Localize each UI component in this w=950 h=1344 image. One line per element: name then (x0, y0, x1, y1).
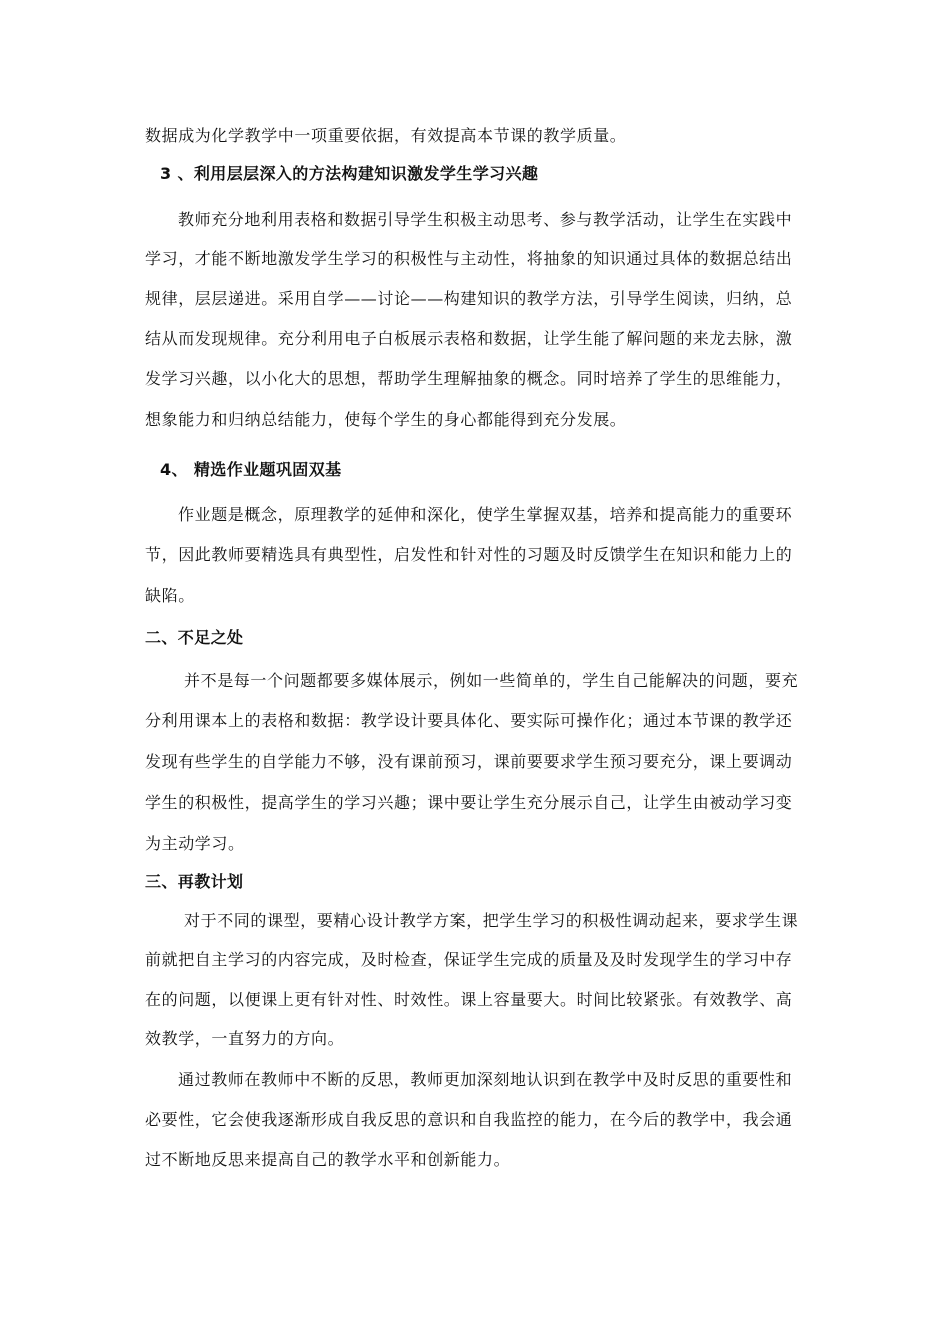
paragraph-line: 规律，层层递进。采用自学——讨论——构建知识的教学方法，引导学生阅读，归纳，总 (145, 289, 793, 308)
section-heading-shortcomings: 二、不足之处 (145, 628, 244, 647)
paragraph-line: 通过教师在教师中不断的反思，教师更加深刻地认识到在教学中及时反思的重要性和 (178, 1070, 793, 1089)
section-heading-3: 3 、利用层层深入的方法构建知识激发学生学习兴趣 (160, 164, 539, 183)
paragraph-line: 过不断地反思来提高自己的教学水平和创新能力。 (145, 1150, 511, 1169)
paragraph-line: 前就把自主学习的内容完成，及时检查，保证学生完成的质量及及时发现学生的学习中存 (145, 950, 793, 969)
paragraph-line: 缺陷。 (145, 586, 195, 605)
paragraph-line: 数据成为化学教学中一项重要依据，有效提高本节课的教学质量。 (145, 126, 627, 145)
paragraph-line: 发现有些学生的自学能力不够，没有课前预习，课前要要求学生预习要充分，课上要调动 (145, 752, 793, 771)
paragraph-line: 结从而发现规律。充分利用电子白板展示表格和数据，让学生能了解问题的来龙去脉，激 (145, 329, 793, 348)
paragraph-line: 效教学，一直努力的方向。 (145, 1029, 345, 1048)
paragraph-line: 必要性，它会使我逐渐形成自我反思的意识和自我监控的能力，在今后的教学中，我会通 (145, 1110, 793, 1129)
paragraph-line: 在的问题，以便课上更有针对性、时效性。课上容量要大。时间比较紧张。有效教学、高 (145, 990, 793, 1009)
section-heading-4: 4、 精选作业题巩固双基 (160, 460, 342, 479)
paragraph-line: 学生的积极性，提高学生的学习兴趣；课中要让学生充分展示自己，让学生由被动学习变 (145, 793, 793, 812)
paragraph-line: 分利用课本上的表格和数据：教学设计要具体化、要实际可操作化；通过本节课的教学还 (145, 711, 793, 730)
paragraph-line: 节，因此教师要精选具有典型性，启发性和针对性的习题及时反馈学生在知识和能力上的 (145, 545, 793, 564)
paragraph-line: 对于不同的课型，要精心设计教学方案，把学生学习的积极性调动起来，要求学生课 (184, 911, 799, 930)
paragraph-line: 想象能力和归纳总结能力，使每个学生的身心都能得到充分发展。 (145, 410, 627, 429)
paragraph-line: 发学习兴趣，以小化大的思想，帮助学生理解抽象的概念。同时培养了学生的思维能力， (145, 369, 793, 388)
paragraph-line: 学习，才能不断地激发学生学习的积极性与主动性，将抽象的知识通过具体的数据总结出 (145, 249, 793, 268)
paragraph-line: 并不是每一个问题都要多媒体展示，例如一些简单的，学生自己能解决的问题，要充 (184, 671, 799, 690)
paragraph-line: 教师充分地利用表格和数据引导学生积极主动思考、参与教学活动，让学生在实践中 (178, 210, 793, 229)
paragraph-line: 为主动学习。 (145, 834, 245, 853)
paragraph-line: 作业题是概念，原理教学的延伸和深化，使学生掌握双基，培养和提高能力的重要环 (178, 505, 793, 524)
section-heading-reteach-plan: 三、再教计划 (145, 872, 244, 891)
